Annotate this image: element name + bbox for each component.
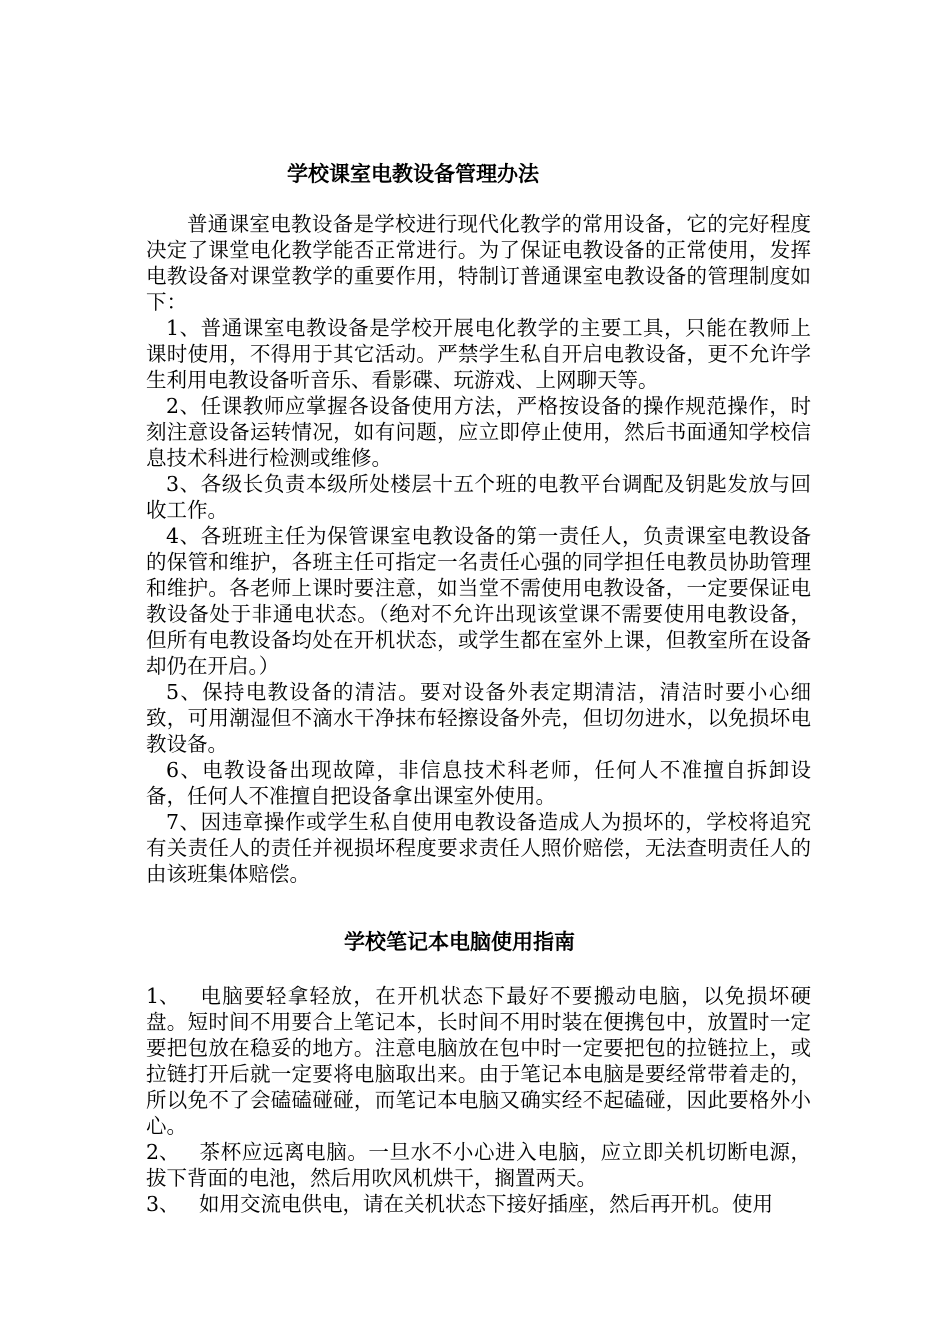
section-1-body — [146, 211, 811, 887]
rule-4: 4、各班班主任为保管课室电教设备的第一责任人，负责课室电教设备的保管和维护，各班主任可指定一名责任心强的同学担任电教员协助管理和维护。各老师上课时要注意，如当堂不需使用电教设备，一定要保证电教设备处于非通电状态。（绝对不允许出现该堂课不需要使用电教设备，但所有电教设备均处在开机状态，或学生都在室外上课，但教室所在设备却仍在开启。） — [146, 524, 811, 678]
section-2-title: 学校笔记本电脑使用指南 — [344, 930, 575, 954]
guide-item-2-text: 茶杯应远离电脑。一旦水不小心进入电脑，应立即关机切断电源，拔下背面的电池，然后用吹风机烘干，搁置两天。 — [146, 1140, 811, 1190]
rule-3: 3、各级长负责本级所处楼层十五个班的电教平台调配及钥匙发放与回收工作。 — [146, 472, 811, 522]
rule-1: 1、普通课室电教设备是学校开展电化教学的主要工具，只能在教师上课时使用，不得用于其它活动。严禁学生私自开启电教设备，更不允许学生利用电教设备听音乐、看影碟、玩游戏、上网聊天等。 — [146, 316, 811, 392]
guide-item-2 — [146, 1139, 811, 1191]
guide-item-1-text: 电脑要轻拿轻放，在开机状态下最好不要搬动电脑，以免损坏硬盘。短时间不用要合上笔记本，长时间不用时装在便携包中，放置时一定要把包放在稳妥的地方。注意电脑放在包中时一定要把包的拉链拉上，或拉链打开后就一定要将电脑取出来。由于笔记本电脑是要经常带着走的，所以免不了会磕磕碰碰，而笔记本电脑又确实经不起磕碰，因此要格外小心。 — [146, 984, 811, 1138]
rule-6: 6、电教设备出现故障，非信息技术科老师，任何人不准擅自拆卸设备，任何人不准擅自把设备拿出课室外使用。 — [146, 758, 811, 808]
guide-item-3 — [146, 1191, 811, 1217]
rule-7: 7、因违章操作或学生私自使用电教设备造成人为损坏的，学校将追究有关责任人的责任并视损坏程度要求责任人照价赔偿，无法查明责任人的由该班集体赔偿。 — [146, 810, 811, 886]
guide-item-1-number: 1、 — [146, 984, 180, 1008]
guide-item-3-text: 如用交流电供电，请在关机状态下接好插座，然后再开机。使用 — [199, 1192, 773, 1216]
section-1-intro: 普通课室电教设备是学校进行现代化教学的常用设备，它的完好程度决定了课堂电化教学能否正常进行。为了保证电教设备的正常使用，发挥电教设备对课堂教学的重要作用，特制订普通课室电教设备的管理制度如下： — [146, 212, 811, 314]
guide-item-2-number: 2、 — [146, 1140, 180, 1164]
section-2-body — [146, 983, 811, 1217]
rule-2: 2、任课教师应掌握各设备使用方法，严格按设备的操作规范操作，时刻注意设备运转情况，如有问题，应立即停止使用，然后书面通知学校信息技术科进行检测或维修。 — [146, 394, 811, 470]
guide-item-3-number: 3、 — [146, 1192, 180, 1216]
guide-item-1 — [146, 983, 811, 1139]
rule-5: 5、保持电教设备的清洁。要对设备外表定期清洁，清洁时要小心细致，可用潮湿但不滴水干净抹布轻擦设备外壳，但切勿进水，以免损坏电教设备。 — [146, 680, 811, 756]
section-1-title: 学校课室电教设备管理办法 — [287, 162, 539, 186]
